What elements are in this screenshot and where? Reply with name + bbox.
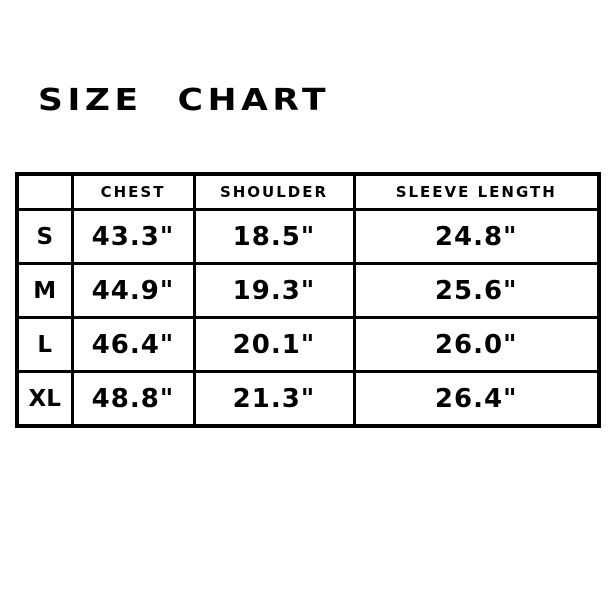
sleeve-length-value: 25.6" — [354, 264, 599, 318]
chest-value: 48.8" — [72, 372, 194, 427]
header-sleeve-length: SLEEVE LENGTH — [354, 174, 599, 210]
table-row-m — [17, 264, 599, 318]
table-row-xl — [17, 372, 599, 427]
size-label: XL — [17, 372, 72, 427]
shoulder-value: 18.5" — [194, 210, 354, 264]
header-size-blank — [17, 174, 72, 210]
table-row-l — [17, 318, 599, 372]
shoulder-value: 21.3" — [194, 372, 354, 427]
shoulder-value: 20.1" — [194, 318, 354, 372]
header-chest: CHEST — [72, 174, 194, 210]
chest-value: 46.4" — [72, 318, 194, 372]
sleeve-length-value: 26.4" — [354, 372, 599, 427]
table-row-s — [17, 210, 599, 264]
size-chart-table — [15, 172, 601, 428]
chest-value: 44.9" — [72, 264, 194, 318]
chest-value: 43.3" — [72, 210, 194, 264]
page-title: SIZE CHART — [38, 83, 331, 118]
size-label: S — [17, 210, 72, 264]
sleeve-length-value: 24.8" — [354, 210, 599, 264]
sleeve-length-value: 26.0" — [354, 318, 599, 372]
size-label: M — [17, 264, 72, 318]
header-row — [17, 174, 599, 210]
header-shoulder: SHOULDER — [194, 174, 354, 210]
shoulder-value: 19.3" — [194, 264, 354, 318]
size-label: L — [17, 318, 72, 372]
